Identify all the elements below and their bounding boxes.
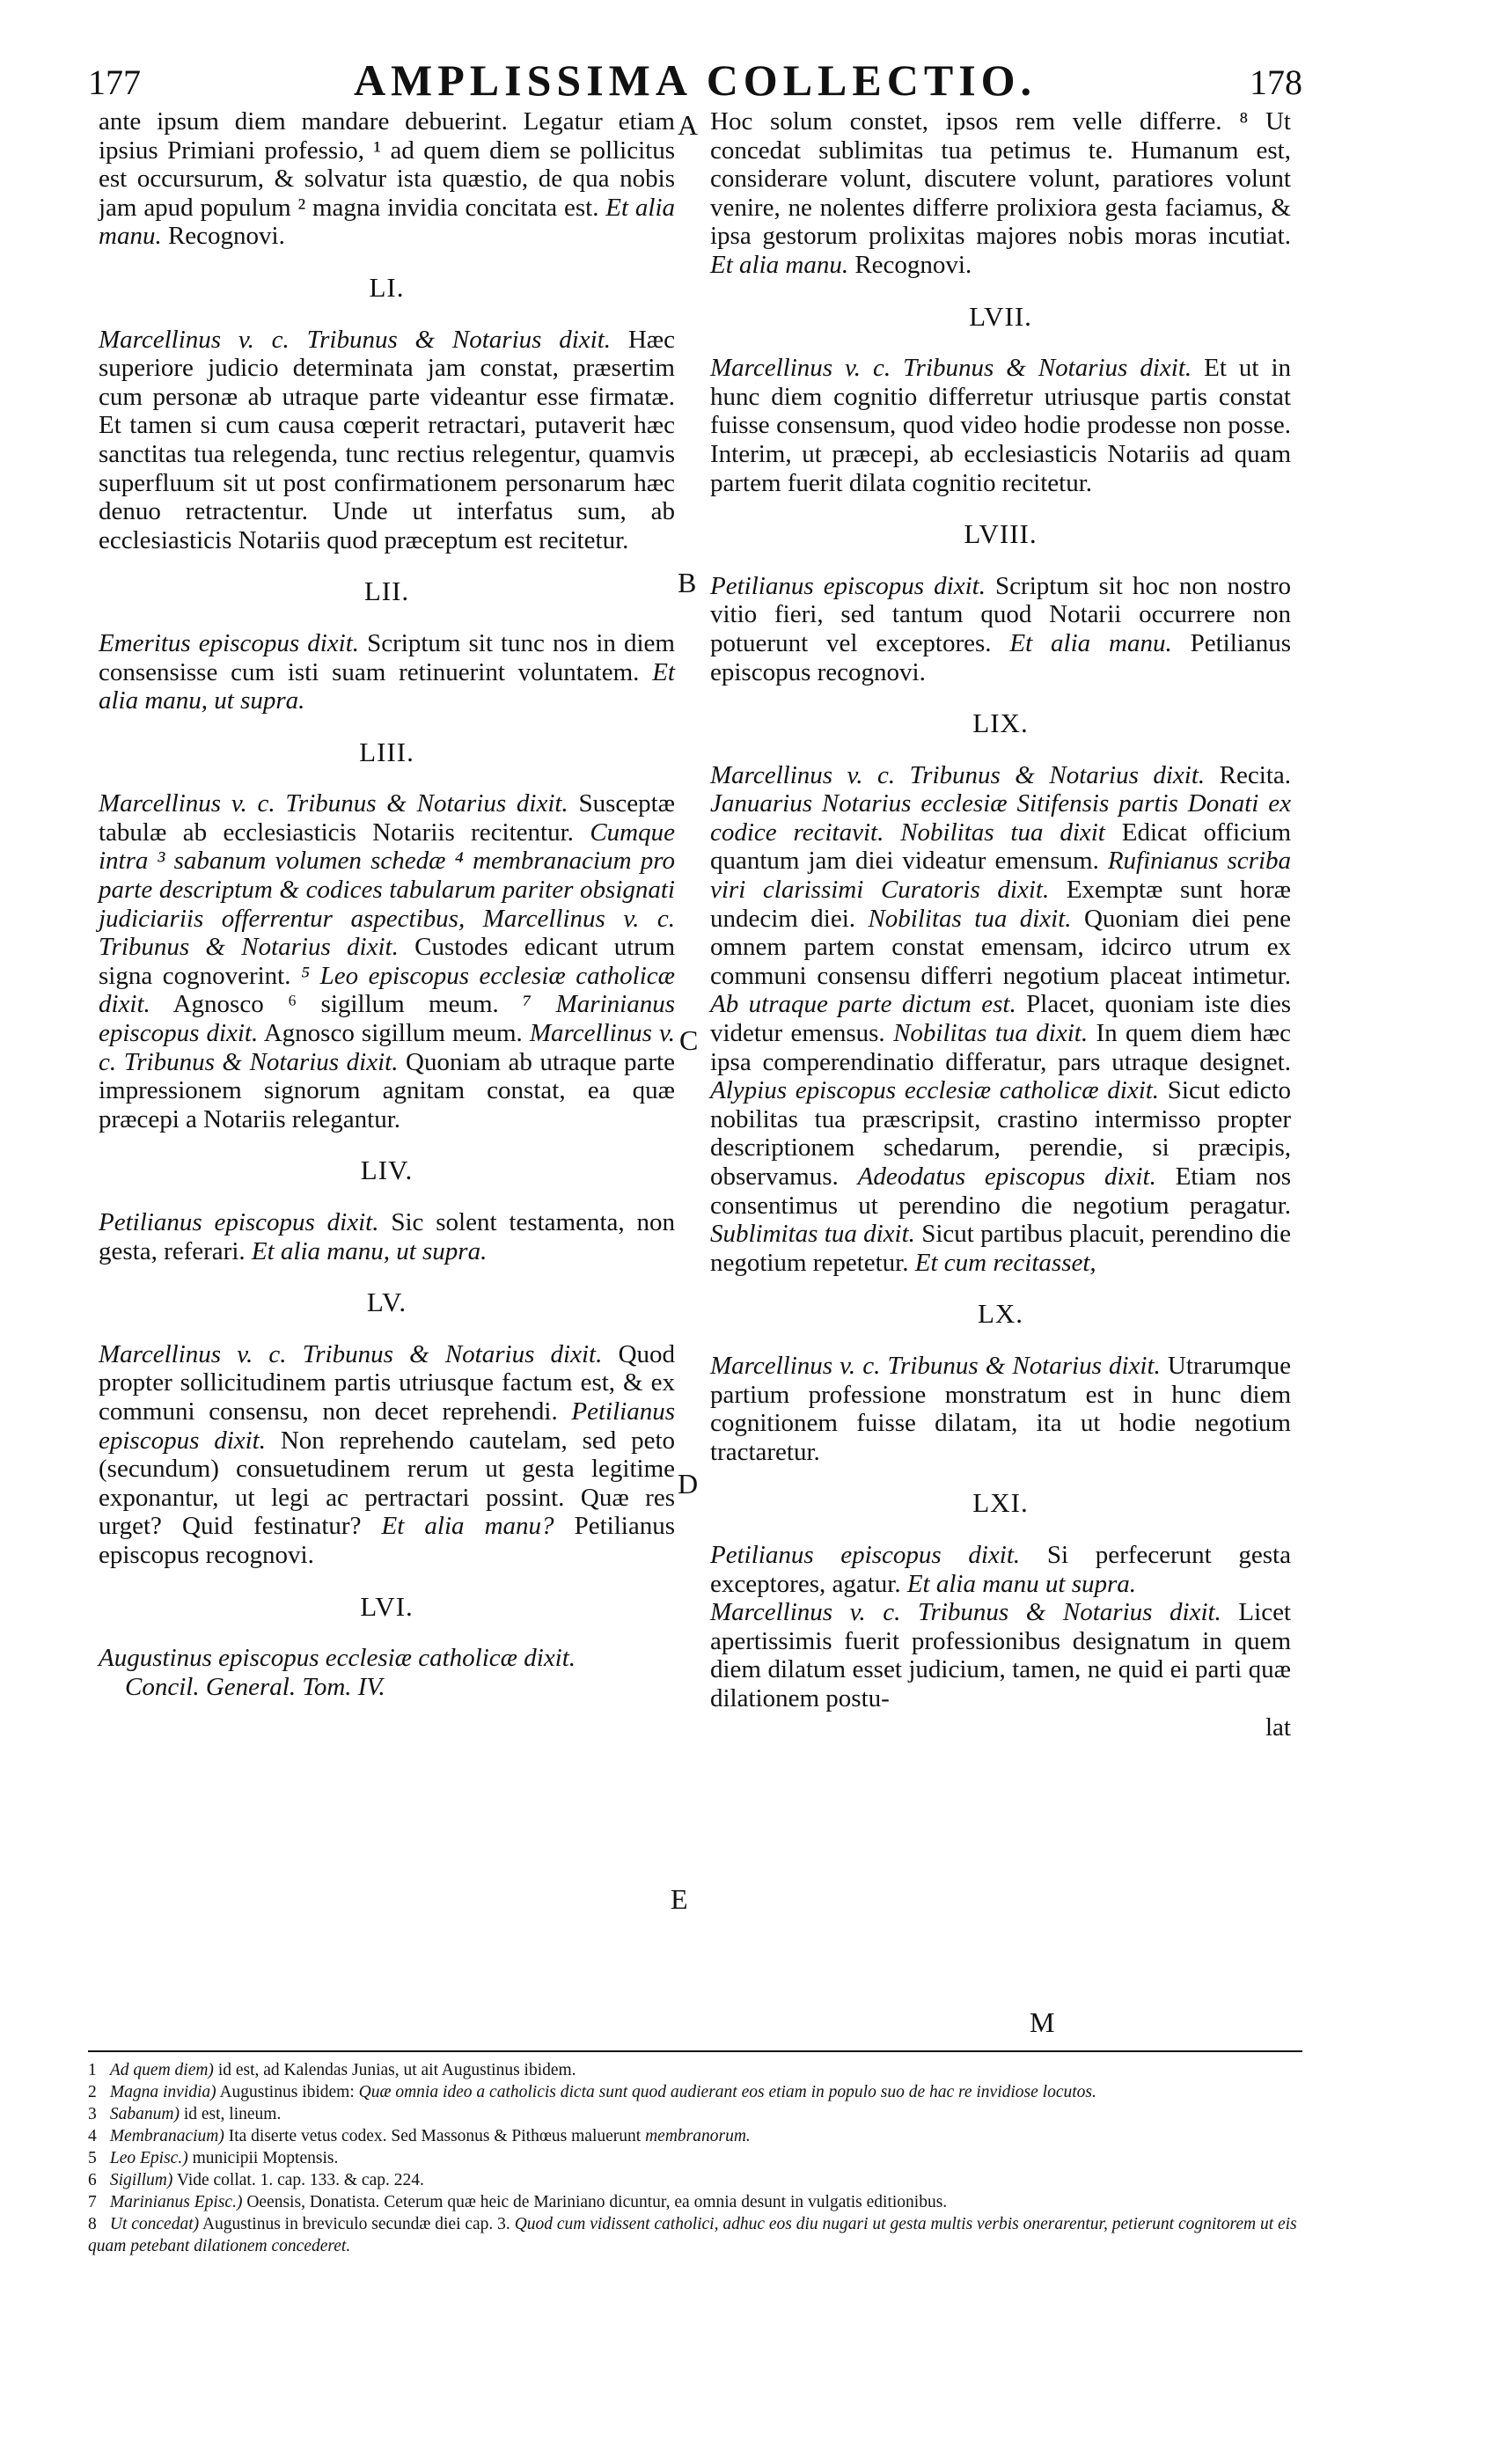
section-heading-li: LI. bbox=[369, 271, 405, 303]
margin-letter-c: C bbox=[679, 1024, 699, 1056]
right-intro: Hoc solum constet, ipsos rem velle differre. ⁸ Ut concedat sublimitas tua petimus te. Humanum est, considerare volunt, discutere volunt, paratiores volunt venire, ne nolentes differre prolixiora gesta faciamus, & ipsa gestorum prolixitas majores nobis moras incutiat. Et alia manu. Recognovi. bbox=[710, 107, 1291, 279]
page-number-left: 177 bbox=[88, 62, 141, 102]
page-header bbox=[88, 55, 1302, 107]
section-li-text: Marcellinus v. c. Tribunus & Notarius dixit. Hæc superiore judicio determinata jam constat, præsertim cum personæ ab utraque parte videantur esse firmatæ. Et tamen si cum causa cœperit retractari, putaverit hæc sanctitas tua relegenda, tunc rectius relegentur, quamvis superfluum sit ut post confirmationem personarum hæc denuo retractentur. Unde ut interfatus sum, ab ecclesiasticis Notariis quod præceptum est recitetur. bbox=[99, 325, 675, 554]
left-column bbox=[99, 107, 675, 1701]
footnote: 1 Ad quem diem) id est, ad Kalendas Junias, ut ait Augustinus ibidem. bbox=[88, 2061, 576, 2079]
section-heading-lix: LIX. bbox=[972, 708, 1029, 739]
footnote: 2 Magna invidia) Augustinus ibidem: Quæ omnia ideo a catholicis dicta sunt quod audierant eos etiam in populo suo de hac re invidiose locutos. bbox=[88, 2083, 1096, 2101]
section-liii-text: Marcellinus v. c. Tribunus & Notarius dixit. Susceptæ tabulæ ab ecclesiasticis Notariis recitentur. Cumque intra ³ sabanum volumen schedæ ⁴ membranacium pro parte descriptum & codices tabularum pariter obsignati judiciariis offerrentur aspectibus, Marcellinus v. c. Tribunus & Notarius dixit. Custodes edicant utrum signa cognoverint. ⁵ Leo episcopus ecclesiæ catholicæ dixit. Agnosco ⁶ sigillum meum. ⁷ Marinianus episcopus dixit. Agnosco sigillum meum. Marcellinus v. c. Tribunus & Notarius dixit. Quoniam ab utraque parte impressionem signorum agnitam constat, ea quæ præcepi a Notariis relegantur. bbox=[99, 789, 676, 1133]
margin-letter-d: D bbox=[678, 1468, 699, 1500]
footnote: 6 Sigillum) Vide collat. 1. cap. 133. & cap. 224. bbox=[88, 2171, 424, 2189]
section-lii-text: Emeritus episcopus dixit. Scriptum sit tunc nos in diem consensisse cum isti suam retinuerint voluntatem. Et alia manu, ut supra. bbox=[99, 628, 675, 715]
section-heading-liii: LIII. bbox=[359, 736, 414, 767]
section-lxi-text: Petilianus episcopus dixit. Si perfecerunt gesta exceptores, agatur. Et alia manu ut supra. bbox=[710, 1540, 1291, 1598]
section-lxi-text-2: Marcellinus v. c. Tribunus & Notarius dixit. Licet apertissimis fuerit professionibus designatum in quem diem dilatum esset judicium, tamen, ne quid ei parti quæ dilationem postu- bbox=[710, 1598, 1291, 1712]
section-lv-text: Marcellinus v. c. Tribunus & Notarius dixit. Quod propter sollicitudinem partis utriusque factum est, & ex communi consensu, non decet reprehendi. Petilianus episcopus dixit. Non reprehendo cautelam, sed peto (secundum) consuetudinem rerum ut gesta legitime exponantur, ut legi ac pertractari possint. Quæ res urget? Quid festinatur? Et alia manu? Petilianus episcopus recognovi. bbox=[99, 1339, 676, 1569]
margin-letter-e: E bbox=[671, 1883, 688, 1915]
footnotes bbox=[88, 2059, 1302, 2257]
footnote: 4 Membranacium) Ita diserte vetus codex. Sed Massonus & Pithœus maluerunt membranorum. bbox=[88, 2127, 751, 2145]
footnote-rule bbox=[88, 2050, 1302, 2052]
section-heading-lxi: LXI. bbox=[972, 1487, 1029, 1519]
left-intro: ante ipsum diem mandare debuerint. Legatur etiam ipsius Primiani professio, ¹ ad quem diem se pollicitus est occursurum, & solvatur ista quæstio, de qua nobis jam apud populum ² magna invidia concitata est. Et alia manu. Recognovi. bbox=[99, 107, 676, 251]
section-lx-text: Marcellinus v. c. Tribunus & Notarius dixit. Utrarumque partium professione monstratum est in hunc diem cognitionem fuisse dilatam, ita ut hodie negotium tractaretur. bbox=[710, 1351, 1292, 1466]
section-heading-lvii: LVII. bbox=[969, 300, 1032, 332]
footnote: 8 Ut concedat) Augustinus in breviculo secundæ diei cap. 3. Quod cum vidissent catholici, adhuc eos diu nugari ut gesta multis verbis onerarentur, petierunt cognitorem ut eis quam petebant dilationem concederet. bbox=[88, 2215, 1297, 2255]
section-heading-liv: LIV. bbox=[360, 1155, 414, 1186]
section-lvii-text: Marcellinus v. c. Tribunus & Notarius dixit. Et ut in hunc diem cognitio differretur utriusque partis constat fuisse consensum, quod video hodie prodesse non posse. Interim, ut præcepi, ab ecclesiasticis Notariis ad quam partem fuerit dilata cognitio recitetur. bbox=[710, 354, 1292, 497]
section-lix-text: Marcellinus v. c. Tribunus & Notarius dixit. Recita. Januarius Notarius ecclesiæ Sitifensis partis Donati ex codice recitavit. Nobilitas tua dixit Edicat officium quantum jam diei videatur emensum. Rufinianus scriba viri clarissimi Curatoris dixit. Exemptæ sunt horæ undecim diei. Nobilitas tua dixit. Quoniam diei pene omnem partem constat emensam, idcirco utrum ex communi consensu differri negotium placeat intimetur. Ab utraque parte dictum est. Placet, quoniam iste dies videtur emensus. Nobilitas tua dixit. In quem diem hæc ipsa comperendinatio differatur, pars utraque designet. Alypius episcopus ecclesiæ catholicæ dixit. Sicut edicto nobilitas tua præscripsit, crastino intermisso propter descriptionem schedarum, perendie, si præcipis, observamus. Adeodatus episcopus dixit. Etiam nos consentimus ut perendino die negotium peragatur. Sublimitas tua dixit. Sicut partibus placuit, perendino die negotium repetetur. Et cum recitasset, bbox=[710, 760, 1292, 1277]
section-lviii-text: Petilianus episcopus dixit. Scriptum sit hoc non nostro vitio fieri, sed tantum quod Notarii occurrere non potuerunt vel exceptores. Et alia manu. Petilianus episcopus recognovi. bbox=[710, 571, 1292, 686]
margin-letter-a: A bbox=[678, 109, 699, 141]
right-column bbox=[710, 107, 1291, 1742]
section-lvi-text: Augustinus episcopus ecclesiæ catholicæ dixit. bbox=[99, 1644, 576, 1673]
section-liv-text: Petilianus episcopus dixit. Sic solent testamenta, non gesta, referari. Et alia manu, ut supra. bbox=[99, 1208, 675, 1265]
footnote: 3 Sabanum) id est, lineum. bbox=[88, 2105, 282, 2123]
section-heading-lv: LV. bbox=[366, 1287, 407, 1318]
footnote: 7 Marinianus Episc.) Oeensis, Donatista. Ceterum quæ heic de Mariniano dicuntur, ea omnia desunt in vulgatis editionibus. bbox=[88, 2193, 948, 2211]
section-heading-lii: LII. bbox=[363, 576, 410, 607]
footnote: 5 Leo Episc.) municipii Moptensis. bbox=[88, 2149, 339, 2167]
signature-line: Concil. General. Tom. IV. bbox=[125, 1672, 385, 1701]
running-title: AMPLISSIMA COLLECTIO. bbox=[353, 55, 1038, 105]
signature-mark: M bbox=[1030, 2006, 1055, 2038]
margin-letter-b: B bbox=[678, 567, 697, 598]
page-number-right: 178 bbox=[1250, 62, 1302, 102]
section-heading-lvi: LVI. bbox=[360, 1590, 414, 1622]
catchword: lat bbox=[1265, 1712, 1291, 1742]
section-heading-lx: LX. bbox=[977, 1298, 1024, 1330]
section-heading-lviii: LVIII. bbox=[964, 518, 1038, 550]
